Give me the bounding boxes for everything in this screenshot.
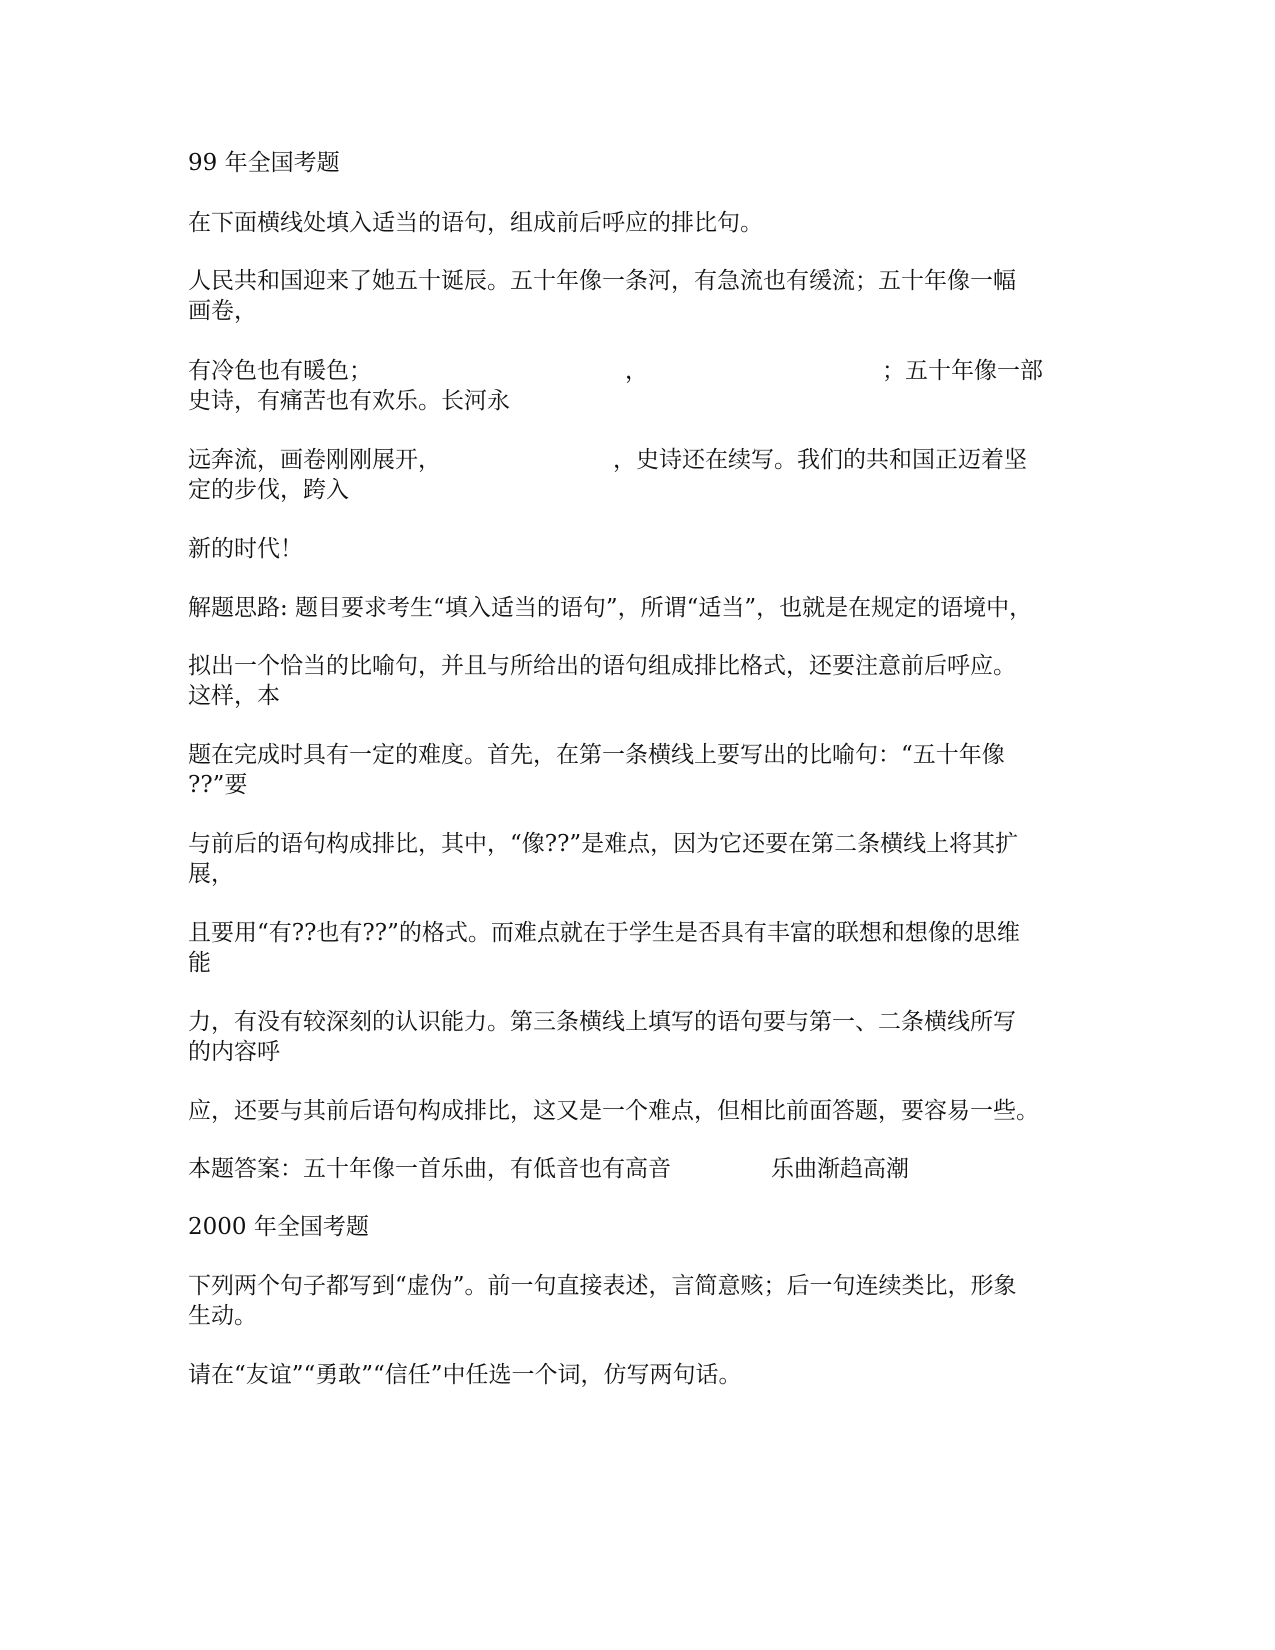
passage-text: 远奔流，画卷刚刚展开， bbox=[188, 447, 441, 473]
answer-text: 乐曲渐趋高潮 bbox=[771, 1156, 909, 1182]
analysis-line: 这样，本 bbox=[188, 683, 280, 709]
passage-line: 新的时代！ bbox=[188, 536, 303, 562]
analysis-line: ??”要 bbox=[188, 772, 248, 798]
passage-text: ，史诗还在续写。我们的共和国正迈着坚 bbox=[613, 447, 1027, 473]
passage-line-with-blank bbox=[188, 444, 1027, 476]
analysis-line: 题在完成时具有一定的难度。首先，在第一条横线上要写出的比喻句：“五十年像 bbox=[188, 742, 1005, 768]
analysis-line: 与前后的语句构成排比，其中，“像??”是难点，因为它还要在第二条横线上将其扩 bbox=[188, 831, 1019, 857]
answer-text: 本题答案：五十年像一首乐曲，有低音也有高音 bbox=[188, 1156, 671, 1182]
analysis-line: 应，还要与其前后语句构成排比，这又是一个难点，但相比前面答题，要容易一些。 bbox=[188, 1098, 1039, 1124]
analysis-line: 力，有没有较深刻的认识能力。第三条横线上填写的语句要与第一、二条横线所写 bbox=[188, 1009, 1016, 1035]
passage-line: 定的步伐，跨入 bbox=[188, 477, 349, 503]
analysis-line: 展， bbox=[188, 861, 234, 887]
passage-line: 史诗，有痛苦也有欢乐。长河永 bbox=[188, 388, 510, 414]
analysis-line: 的内容呼 bbox=[188, 1039, 280, 1065]
question-line: 生动。 bbox=[188, 1303, 257, 1329]
heading-1999-exam: 99 年全国考题 bbox=[188, 150, 340, 176]
passage-text: ；五十年像一部 bbox=[882, 358, 1043, 384]
analysis-line: 解题思路: 题目要求考生“填入适当的语句”，所谓“适当”，也就是在规定的语境中， bbox=[188, 595, 1033, 621]
analysis-line: 拟出一个恰当的比喻句，并且与所给出的语句组成排比格式，还要注意前后呼应。 bbox=[188, 653, 1016, 679]
passage-text: 有冷色也有暖色； bbox=[188, 358, 372, 384]
heading-2000-exam: 2000 年全国考题 bbox=[188, 1214, 369, 1240]
analysis-line: 且要用“有??也有??”的格式。而难点就在于学生是否具有丰富的联想和想像的思维 bbox=[188, 920, 1020, 946]
passage-line: 画卷， bbox=[188, 298, 257, 324]
passage-line: 人民共和国迎来了她五十诞辰。五十年像一条河，有急流也有缓流；五十年像一幅 bbox=[188, 268, 1016, 294]
question-line: 请在“友谊”“勇敢”“信任”中任选一个词，仿写两句话。 bbox=[188, 1362, 742, 1388]
question-line: 下列两个句子都写到“虚伪”。前一句直接表述，言简意赅；后一句连续类比，形象 bbox=[188, 1273, 1017, 1299]
instruction-line: 在下面横线处填入适当的语句，组成前后呼应的排比句。 bbox=[188, 210, 763, 236]
analysis-line: 能 bbox=[188, 950, 211, 976]
passage-line-with-blanks bbox=[188, 355, 1043, 387]
blank-separator: ， bbox=[625, 358, 648, 384]
answer-line bbox=[188, 1153, 909, 1185]
